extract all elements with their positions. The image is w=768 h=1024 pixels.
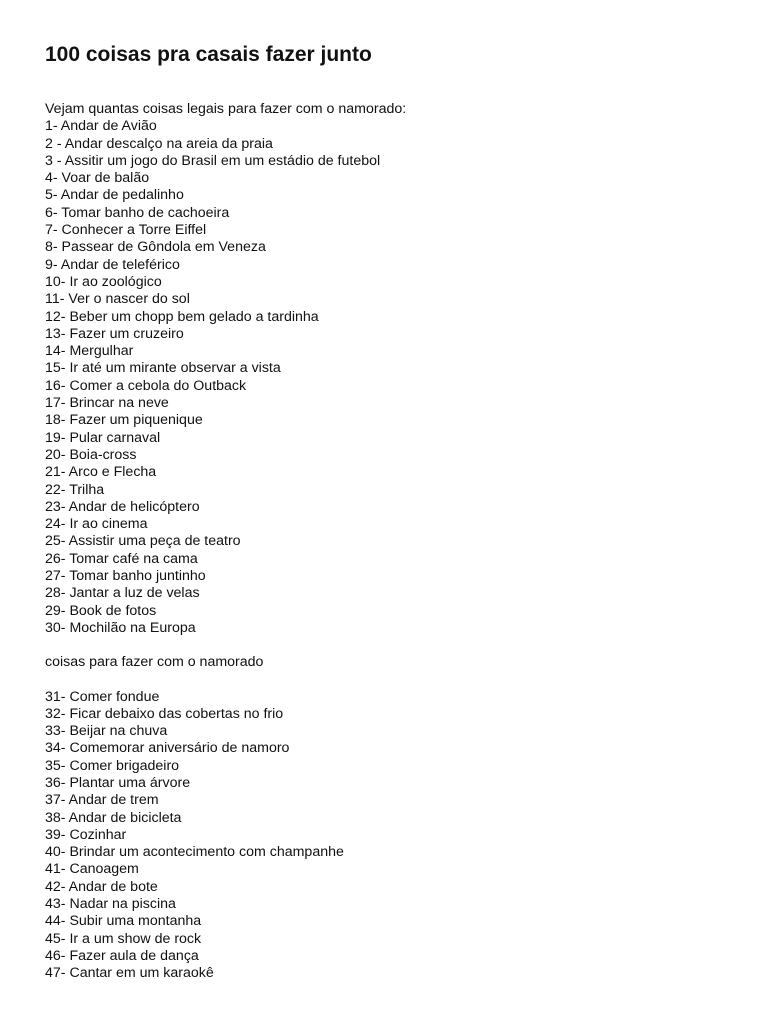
list-item: 6- Tomar banho de cachoeira [45, 204, 230, 221]
list-item: 22- Trilha [45, 481, 105, 498]
list-item: 31- Comer fondue [45, 688, 160, 705]
list-item: 26- Tomar café na cama [45, 550, 198, 567]
list-item: 20- Boia-cross [45, 446, 137, 463]
list-item: 47- Cantar em um karaokê [45, 965, 214, 982]
list-item: 41- Canoagem [45, 861, 139, 878]
list-item: 44- Subir uma montanha [45, 913, 202, 930]
list-item: 9- Andar de teleférico [45, 256, 180, 273]
list-item: 4- Voar de balão [45, 170, 150, 187]
section-heading: coisas para fazer com o namorado [45, 654, 264, 671]
list-item: 11- Ver o nascer do sol [45, 291, 190, 308]
list-item: 28- Jantar a luz de velas [45, 585, 200, 602]
list-item: 43- Nadar na piscina [45, 896, 176, 913]
document-title: 100 coisas pra casais fazer junto [45, 43, 372, 66]
list-item: 21- Arco e Flecha [45, 464, 157, 481]
list-item: 10- Ir ao zoológico [45, 273, 162, 290]
list-item: 1- Andar de Avião [45, 118, 157, 135]
list-item: 38- Andar de bicicleta [45, 809, 182, 826]
list-item: 5- Andar de pedalinho [45, 187, 184, 204]
list-item: 12- Beber um chopp bem gelado a tardinha [45, 308, 319, 325]
list-item: 42- Andar de bote [45, 878, 158, 895]
list-item: 23- Andar de helicóptero [45, 498, 200, 515]
list-item: 3 - Assitir um jogo do Brasil em um estádio de futebol [45, 152, 381, 169]
list-item: 30- Mochilão na Europa [45, 619, 196, 636]
list-item: 27- Tomar banho juntinho [45, 568, 206, 585]
list-item: 16- Comer a cebola do Outback [45, 377, 247, 394]
document-page [45, 42, 748, 983]
intro-text: Vejam quantas coisas legais para fazer com o namorado: [45, 101, 407, 117]
list-item: 46- Fazer aula de dança [45, 947, 199, 964]
activity-list-part2 [45, 689, 748, 983]
list-item: 36- Plantar uma árvore [45, 774, 191, 791]
list-item: 37- Andar de trem [45, 792, 159, 809]
list-item: 24- Ir ao cinema [45, 516, 148, 533]
list-item: 34- Comemorar aniversário de namoro [45, 740, 290, 757]
list-item: 15- Ir até um mirante observar a vista [45, 360, 281, 377]
list-item: 29- Book de fotos [45, 602, 157, 619]
list-item: 14- Mergulhar [45, 343, 134, 360]
list-item: 45- Ir a um show de rock [45, 930, 202, 947]
list-item: 19- Pular carnaval [45, 429, 161, 446]
list-item: 25- Assistir uma peça de teatro [45, 533, 241, 550]
list-item: 8- Passear de Gôndola em Veneza [45, 239, 266, 256]
list-item: 2 - Andar descalço na areia da praia [45, 135, 273, 152]
list-item: 35- Comer brigadeiro [45, 757, 180, 774]
list-item: 13- Fazer um cruzeiro [45, 325, 184, 342]
list-item: 39- Cozinhar [45, 826, 127, 843]
list-item: 18- Fazer um piquenique [45, 412, 203, 429]
list-item: 17- Brincar na neve [45, 395, 169, 412]
list-item: 40- Brindar um acontecimento com champanhe [45, 844, 344, 861]
list-item: 33- Beijar na chuva [45, 723, 168, 740]
list-item: 32- Ficar debaixo das cobertas no frio [45, 705, 284, 722]
activity-list-part1 [45, 118, 748, 637]
list-item: 7- Conhecer a Torre Eiffel [45, 222, 207, 239]
